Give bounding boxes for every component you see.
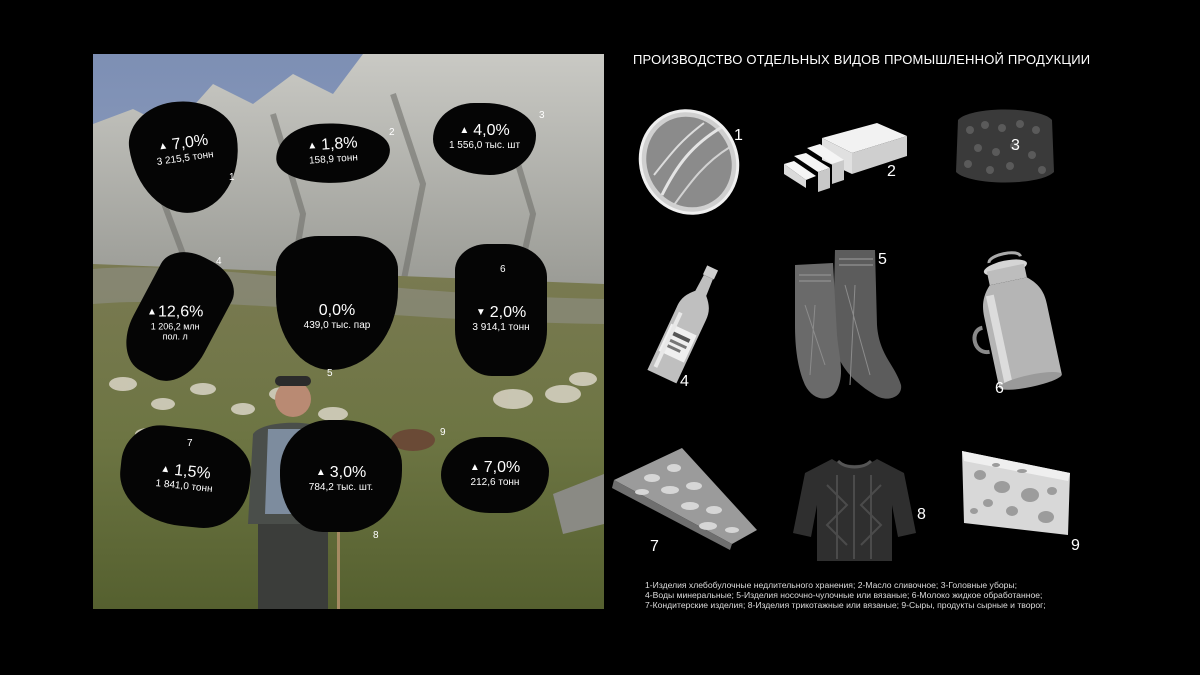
stat-8-percent: ▲ 3,0% xyxy=(315,464,367,481)
stat-4-percent: ▲12,6% xyxy=(147,303,204,321)
butter-block-icon xyxy=(782,118,912,203)
stat-8-value: 784,2 тыс. шт. xyxy=(308,482,374,493)
stat-5-percent: 0,0% xyxy=(318,302,356,319)
triangle-up-icon: ▲ xyxy=(469,462,480,473)
stat-2-value: 158,9 тонн xyxy=(308,152,359,167)
stat-3-percent: ▲ 4,0% xyxy=(459,122,510,139)
stat-8-number: 8 xyxy=(373,530,379,541)
pastry-slice-icon xyxy=(612,440,762,555)
stat-blob-3 xyxy=(433,103,536,175)
stat-7-number: 7 xyxy=(187,438,193,449)
item-number-9: 9 xyxy=(1071,537,1080,554)
stat-3-number: 3 xyxy=(539,110,545,121)
triangle-up-icon: ▲ xyxy=(157,140,169,153)
item-number-2: 2 xyxy=(887,163,896,180)
stat-4-value-unit: пол. л xyxy=(162,331,188,342)
stat-1-number: 1 xyxy=(229,172,235,183)
item-number-6: 6 xyxy=(995,380,1004,397)
triangle-up-icon: ▲ xyxy=(306,140,318,152)
triangle-up-icon: ▲ xyxy=(159,463,171,476)
cheese-wedge-icon xyxy=(960,445,1075,550)
page-title: ПРОИЗВОДСТВО ОТДЕЛЬНЫХ ВИДОВ ПРОМЫШЛЕННОЙ ПРОДУКЦИИ xyxy=(633,52,1091,67)
triangle-down-icon: ▼ xyxy=(475,307,486,318)
stat-1-value: 3 215,5 тонн xyxy=(156,149,215,168)
legend xyxy=(645,580,1046,610)
legend-line-1: 1-Изделия хлебобулочные недлительного хранения; 2-Масло сливочное; 3-Головные уборы; xyxy=(645,580,1017,590)
stat-1-percent: ▲ 7,0% xyxy=(157,131,210,154)
stat-6-value: 3 914,1 тонн xyxy=(472,322,530,333)
stat-6-number: 6 xyxy=(500,264,506,275)
milk-can-icon xyxy=(962,250,1077,400)
stat-5-value: 439,0 тыс. пар xyxy=(303,320,371,331)
stat-9-value: 212,6 тонн xyxy=(470,477,520,488)
item-number-1: 1 xyxy=(734,127,743,144)
item-number-3: 3 xyxy=(1011,137,1020,154)
stat-2-number: 2 xyxy=(389,127,395,138)
stat-9-percent: ▲ 7,0% xyxy=(469,459,521,476)
stat-3-value: 1 556,0 тыс. шт xyxy=(448,140,521,151)
fur-hat-icon xyxy=(950,100,1060,195)
wool-socks-icon xyxy=(775,245,915,410)
stat-blob-9 xyxy=(441,437,549,513)
item-number-8: 8 xyxy=(917,506,926,523)
stat-7-percent: ▲ 1,5% xyxy=(159,461,212,483)
stat-7-value: 1 841,0 тонн xyxy=(154,477,214,495)
triangle-up-icon: ▲ xyxy=(147,306,157,318)
item-number-4: 4 xyxy=(680,373,689,390)
stat-5-number: 5 xyxy=(327,368,333,379)
stat-9-number: 9 xyxy=(440,427,446,438)
triangle-up-icon: ▲ xyxy=(315,467,326,478)
legend-line-3: 7-Кондитерские изделия; 8-Изделия трикотажные или вязаные; 9-Сыры, продукты сырные и творог; xyxy=(645,600,1046,610)
item-number-5: 5 xyxy=(878,251,887,268)
triangle-up-icon: ▲ xyxy=(459,125,470,136)
stat-6-percent: ▼ 2,0% xyxy=(475,304,527,321)
stat-2-percent: ▲ 1,8% xyxy=(306,134,359,154)
stat-4-number: 4 xyxy=(216,256,222,267)
stat-blob-8 xyxy=(280,420,402,532)
bread-loaf-icon xyxy=(632,105,747,225)
legend-line-2: 4-Воды минеральные; 5-Изделия носочно-чулочные или вязаные; 6-Молоко жидкое обработанное; xyxy=(645,590,1043,600)
stat-4-value: 1 206,2 млн xyxy=(150,321,200,332)
knit-sweater-icon xyxy=(792,455,917,570)
item-number-7: 7 xyxy=(650,538,659,555)
